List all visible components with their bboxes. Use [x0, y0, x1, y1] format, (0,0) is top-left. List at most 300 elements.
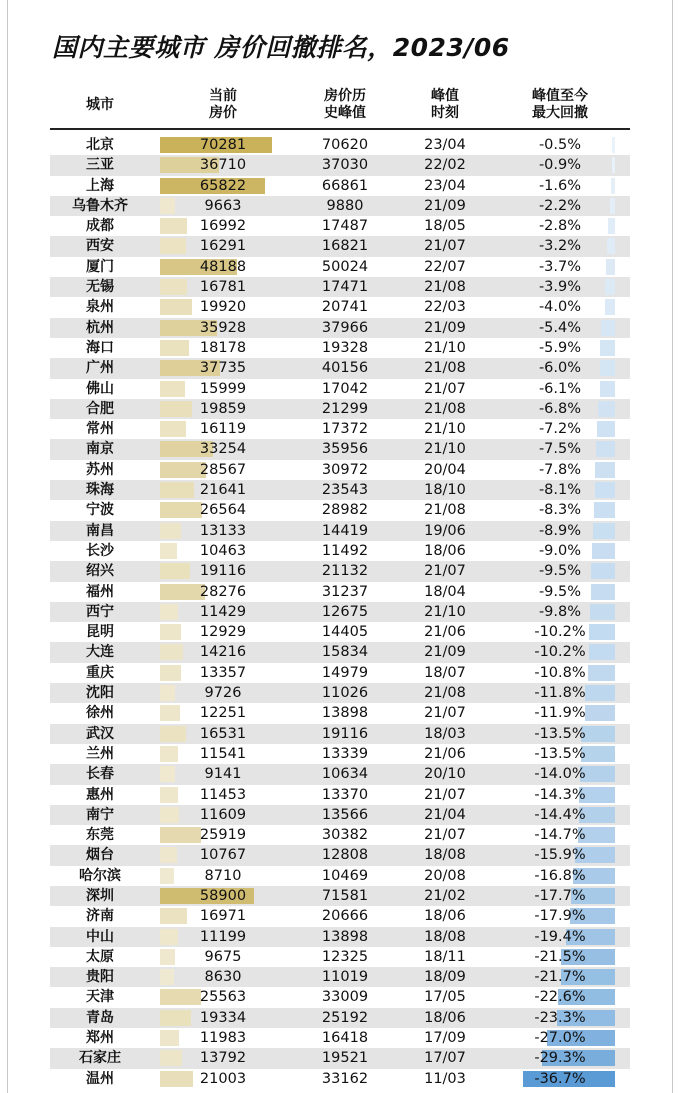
historical-peak: 13898: [321, 705, 369, 722]
peak-time: 18/08: [424, 928, 466, 945]
table-row: [50, 318, 630, 338]
max-drawdown-cell: [505, 724, 615, 744]
table-row: [50, 683, 630, 703]
table-row: [50, 196, 630, 216]
current-price-cell: [160, 1008, 286, 1028]
current-price-cell: [160, 947, 286, 967]
city-name: 苏州: [86, 461, 114, 478]
max-drawdown: -19.4%: [534, 928, 586, 945]
max-drawdown: -5.9%: [538, 339, 582, 356]
current-price-cell: [160, 683, 286, 703]
current-price: 9141: [204, 766, 242, 783]
current-price: 33254: [199, 441, 247, 458]
current-price-cell: [160, 906, 286, 926]
max-drawdown-cell: [505, 947, 615, 967]
current-price-cell: [160, 135, 286, 155]
historical-peak: 33009: [321, 989, 369, 1006]
city-name: 杭州: [86, 319, 114, 336]
current-price-cell: [160, 277, 286, 297]
city-name: 石家庄: [79, 1050, 121, 1067]
max-drawdown-cell: [505, 683, 615, 703]
peak-time: 21/04: [424, 806, 466, 823]
max-drawdown: -14.0%: [534, 766, 586, 783]
historical-peak: 12325: [321, 948, 369, 965]
table-row: [50, 257, 630, 277]
current-price-cell: [160, 785, 286, 805]
city-name: 宁波: [86, 502, 114, 519]
max-drawdown-cell: [505, 764, 615, 784]
max-drawdown: -6.8%: [538, 400, 582, 417]
historical-peak: 14405: [321, 624, 369, 641]
max-drawdown-cell: [505, 1048, 615, 1068]
max-drawdown: -17.7%: [534, 887, 586, 904]
table-row: [50, 338, 630, 358]
current-price: 9675: [204, 948, 242, 965]
table-row: [50, 500, 630, 520]
header-peak-time: 峰值 时刻: [431, 88, 459, 121]
max-drawdown-cell: [505, 967, 615, 987]
historical-peak: 13370: [321, 786, 369, 803]
current-price-cell: [160, 257, 286, 277]
peak-time: 22/07: [424, 258, 466, 275]
peak-time: 17/09: [424, 1030, 466, 1047]
city-name: 泉州: [86, 299, 114, 316]
table-row: [50, 216, 630, 236]
historical-peak: 19521: [321, 1050, 369, 1067]
max-drawdown: -6.0%: [538, 360, 582, 377]
peak-time: 17/05: [424, 989, 466, 1006]
historical-peak: 40156: [321, 360, 369, 377]
peak-time: 18/06: [424, 908, 466, 925]
max-drawdown-cell: [505, 1008, 615, 1028]
max-drawdown: -9.0%: [538, 542, 582, 559]
max-drawdown-cell: [505, 582, 615, 602]
max-drawdown: -16.8%: [534, 867, 586, 884]
current-price: 25919: [199, 827, 247, 844]
max-drawdown-cell: [505, 379, 615, 399]
city-name: 沈阳: [86, 685, 114, 702]
page-border-right: [672, 0, 673, 1093]
peak-time: 21/10: [424, 421, 466, 438]
table-row: [50, 135, 630, 155]
current-price-cell: [160, 561, 286, 581]
max-drawdown-cell: [505, 521, 615, 541]
max-drawdown: -8.1%: [538, 482, 582, 499]
current-price-cell: [160, 1028, 286, 1048]
peak-time: 21/07: [424, 563, 466, 580]
table-row: [50, 602, 630, 622]
current-price: 10767: [199, 847, 247, 864]
historical-peak: 13339: [321, 745, 369, 762]
max-drawdown: -10.2%: [534, 624, 586, 641]
max-drawdown: -7.8%: [538, 461, 582, 478]
max-drawdown: -14.3%: [534, 786, 586, 803]
current-price-cell: [160, 521, 286, 541]
table-header: [50, 84, 630, 126]
current-price: 16119: [199, 421, 247, 438]
table-row: [50, 785, 630, 805]
city-name: 大连: [86, 644, 114, 661]
peak-time: 20/08: [424, 867, 466, 884]
max-drawdown: -36.7%: [534, 1070, 586, 1087]
peak-time: 21/07: [424, 705, 466, 722]
current-price: 48188: [199, 258, 247, 275]
historical-peak: 66861: [321, 177, 369, 194]
historical-peak: 37030: [321, 157, 369, 174]
table-row: [50, 176, 630, 196]
max-drawdown-cell: [505, 460, 615, 480]
city-name: 上海: [86, 177, 114, 194]
max-drawdown: -0.9%: [538, 157, 582, 174]
max-drawdown-cell: [505, 825, 615, 845]
historical-peak: 23543: [321, 482, 369, 499]
table-row: [50, 764, 630, 784]
current-price-cell: [160, 866, 286, 886]
peak-time: 21/09: [424, 319, 466, 336]
current-price-cell: [160, 642, 286, 662]
max-drawdown: -4.0%: [538, 299, 582, 316]
table-row: [50, 460, 630, 480]
max-drawdown-cell: [505, 642, 615, 662]
max-drawdown-cell: [505, 561, 615, 581]
max-drawdown: -22.6%: [534, 989, 586, 1006]
max-drawdown: -3.9%: [538, 279, 582, 296]
peak-time: 22/03: [424, 299, 466, 316]
city-name: 厦门: [86, 258, 114, 275]
city-name: 长春: [86, 766, 114, 783]
max-drawdown-cell: [505, 805, 615, 825]
table-row: [50, 358, 630, 378]
peak-time: 21/08: [424, 400, 466, 417]
city-name: 武汉: [86, 725, 114, 742]
city-name: 东莞: [86, 827, 114, 844]
current-price: 9663: [204, 197, 242, 214]
max-drawdown: -7.5%: [538, 441, 582, 458]
max-drawdown-cell: [505, 785, 615, 805]
table-row: [50, 967, 630, 987]
peak-time: 22/02: [424, 157, 466, 174]
city-name: 佛山: [86, 380, 114, 397]
header-max-drawdown: 峰值至今 最大回撤: [532, 88, 588, 121]
max-drawdown-cell: [505, 663, 615, 683]
peak-time: 23/04: [424, 137, 466, 153]
current-price-cell: [160, 724, 286, 744]
current-price: 70281: [199, 137, 247, 153]
current-price-cell: [160, 318, 286, 338]
table-row: [50, 642, 630, 662]
table-row: [50, 622, 630, 642]
current-price-cell: [160, 825, 286, 845]
current-price-cell: [160, 155, 286, 175]
max-drawdown: -17.9%: [534, 908, 586, 925]
max-drawdown-cell: [505, 439, 615, 459]
peak-time: 21/08: [424, 279, 466, 296]
current-price: 36710: [199, 157, 247, 174]
current-price: 37735: [199, 360, 247, 377]
current-price: 13792: [199, 1050, 247, 1067]
city-name: 哈尔滨: [79, 867, 121, 884]
current-price: 15999: [199, 380, 247, 397]
table-row: [50, 399, 630, 419]
historical-peak: 21299: [321, 400, 369, 417]
city-name: 天津: [86, 989, 114, 1006]
peak-time: 21/06: [424, 624, 466, 641]
current-price-cell: [160, 602, 286, 622]
table-row: [50, 419, 630, 439]
historical-peak: 17372: [321, 421, 369, 438]
historical-peak: 71581: [321, 887, 369, 904]
max-drawdown-cell: [505, 541, 615, 561]
historical-peak: 30972: [321, 461, 369, 478]
max-drawdown: -2.2%: [538, 197, 582, 214]
historical-peak: 20741: [321, 299, 369, 316]
current-price: 8710: [204, 867, 242, 884]
city-name: 兰州: [86, 745, 114, 762]
max-drawdown: -10.8%: [534, 664, 586, 681]
city-name: 中山: [86, 928, 114, 945]
current-price: 11541: [199, 745, 247, 762]
city-name: 绍兴: [86, 563, 114, 580]
current-price: 14216: [199, 644, 247, 661]
peak-time: 18/05: [424, 218, 466, 235]
current-price: 8630: [204, 969, 242, 986]
current-price-cell: [160, 500, 286, 520]
city-name: 合肥: [86, 400, 114, 417]
table-row: [50, 297, 630, 317]
historical-peak: 15834: [321, 644, 369, 661]
current-price-cell: [160, 927, 286, 947]
city-name: 西安: [86, 238, 114, 255]
historical-peak: 17487: [321, 218, 369, 235]
max-drawdown-cell: [505, 987, 615, 1007]
table-row: [50, 521, 630, 541]
current-price: 18178: [199, 339, 247, 356]
peak-time: 21/07: [424, 380, 466, 397]
current-price: 65822: [199, 177, 247, 194]
historical-peak: 25192: [321, 1009, 369, 1026]
current-price: 16992: [199, 218, 247, 235]
table-row: [50, 906, 630, 926]
max-drawdown: -9.5%: [538, 583, 582, 600]
current-price: 13357: [199, 664, 247, 681]
table-row: [50, 663, 630, 683]
peak-time: 21/07: [424, 786, 466, 803]
max-drawdown-cell: [505, 703, 615, 723]
current-price-cell: [160, 987, 286, 1007]
historical-peak: 11019: [321, 969, 369, 986]
max-drawdown-cell: [505, 500, 615, 520]
peak-time: 21/08: [424, 685, 466, 702]
city-name: 重庆: [86, 664, 114, 681]
city-name: 西宁: [86, 603, 114, 620]
current-price: 21641: [199, 482, 247, 499]
current-price: 11983: [199, 1030, 247, 1047]
historical-peak: 17471: [321, 279, 369, 296]
current-price: 12251: [199, 705, 247, 722]
historical-peak: 70620: [321, 137, 369, 153]
historical-peak: 16821: [321, 238, 369, 255]
table-row: [50, 1008, 630, 1028]
city-name: 深圳: [86, 887, 114, 904]
max-drawdown: -0.5%: [538, 137, 582, 153]
page-title: 国内主要城市 房价回撤排名，2023/06: [52, 33, 510, 62]
current-price-cell: [160, 358, 286, 378]
city-name: 济南: [86, 908, 114, 925]
peak-time: 18/11: [424, 948, 466, 965]
historical-peak: 50024: [321, 258, 369, 275]
max-drawdown: -5.4%: [538, 319, 582, 336]
header-historical-peak: 房价历 史峰值: [324, 88, 366, 121]
current-price: 9726: [204, 685, 242, 702]
max-drawdown: -13.5%: [534, 745, 586, 762]
historical-peak: 14979: [321, 664, 369, 681]
peak-time: 21/02: [424, 887, 466, 904]
current-price-cell: [160, 582, 286, 602]
peak-time: 19/06: [424, 522, 466, 539]
current-price-cell: [160, 176, 286, 196]
current-price: 19116: [199, 563, 247, 580]
current-price: 19859: [199, 400, 247, 417]
current-price: 11609: [199, 806, 247, 823]
max-drawdown: -15.9%: [534, 847, 586, 864]
peak-time: 18/07: [424, 664, 466, 681]
current-price: 58900: [199, 887, 247, 904]
table-row: [50, 845, 630, 865]
current-price-cell: [160, 744, 286, 764]
table-row: [50, 744, 630, 764]
max-drawdown-cell: [505, 236, 615, 256]
historical-peak: 14419: [321, 522, 369, 539]
current-price-cell: [160, 764, 286, 784]
historical-peak: 10634: [321, 766, 369, 783]
city-name: 青岛: [86, 1009, 114, 1026]
max-drawdown: -21.5%: [534, 948, 586, 965]
current-price: 19920: [199, 299, 247, 316]
peak-time: 18/08: [424, 847, 466, 864]
table-row: [50, 561, 630, 581]
peak-time: 11/03: [424, 1070, 466, 1087]
max-drawdown: -1.6%: [538, 177, 582, 194]
table-row: [50, 724, 630, 744]
peak-time: 21/10: [424, 603, 466, 620]
historical-peak: 33162: [321, 1070, 369, 1087]
historical-peak: 31237: [321, 583, 369, 600]
historical-peak: 30382: [321, 827, 369, 844]
table-row: [50, 947, 630, 967]
city-name: 长沙: [86, 542, 114, 559]
current-price-cell: [160, 297, 286, 317]
max-drawdown: -11.8%: [534, 685, 586, 702]
current-price: 12929: [199, 624, 247, 641]
current-price-cell: [160, 379, 286, 399]
city-name: 福州: [86, 583, 114, 600]
max-drawdown-cell: [505, 1028, 615, 1048]
current-price-cell: [160, 460, 286, 480]
peak-time: 21/07: [424, 238, 466, 255]
city-name: 北京: [86, 137, 114, 153]
max-drawdown: -27.0%: [534, 1030, 586, 1047]
historical-peak: 35956: [321, 441, 369, 458]
historical-peak: 16418: [321, 1030, 369, 1047]
current-price-cell: [160, 1048, 286, 1068]
city-name: 常州: [86, 421, 114, 438]
max-drawdown-cell: [505, 622, 615, 642]
max-drawdown-cell: [505, 399, 615, 419]
city-name: 太原: [86, 948, 114, 965]
peak-time: 21/08: [424, 502, 466, 519]
peak-time: 18/04: [424, 583, 466, 600]
city-name: 南昌: [86, 522, 114, 539]
max-drawdown: -23.3%: [534, 1009, 586, 1026]
max-drawdown: -11.9%: [534, 705, 586, 722]
max-drawdown: -2.8%: [538, 218, 582, 235]
historical-peak: 9880: [326, 197, 364, 214]
current-price-cell: [160, 196, 286, 216]
current-price-cell: [160, 541, 286, 561]
peak-time: 21/07: [424, 827, 466, 844]
max-drawdown: -9.8%: [538, 603, 582, 620]
max-drawdown-cell: [505, 1069, 615, 1089]
historical-peak: 19328: [321, 339, 369, 356]
peak-time: 18/03: [424, 725, 466, 742]
max-drawdown: -9.5%: [538, 563, 582, 580]
table-row: [50, 582, 630, 602]
max-drawdown-cell: [505, 135, 615, 155]
current-price-cell: [160, 216, 286, 236]
city-name: 海口: [86, 339, 114, 356]
current-price: 11453: [199, 786, 247, 803]
peak-time: 23/04: [424, 177, 466, 194]
historical-peak: 12808: [321, 847, 369, 864]
current-price: 10463: [199, 542, 247, 559]
table-row: [50, 541, 630, 561]
city-name: 烟台: [86, 847, 114, 864]
peak-time: 20/10: [424, 766, 466, 783]
city-name: 广州: [86, 360, 114, 377]
current-price: 16971: [199, 908, 247, 925]
max-drawdown: -7.2%: [538, 421, 582, 438]
table-row: [50, 987, 630, 1007]
max-drawdown-cell: [505, 318, 615, 338]
current-price-cell: [160, 845, 286, 865]
max-drawdown-cell: [505, 297, 615, 317]
city-name: 郑州: [86, 1030, 114, 1047]
max-drawdown: -29.3%: [534, 1050, 586, 1067]
peak-time: 21/09: [424, 197, 466, 214]
table-row: [50, 703, 630, 723]
max-drawdown: -21.7%: [534, 969, 586, 986]
page-border-left: [7, 0, 8, 1093]
historical-peak: 19116: [321, 725, 369, 742]
peak-time: 21/08: [424, 360, 466, 377]
max-drawdown-cell: [505, 602, 615, 622]
data-table: [50, 135, 630, 1089]
table-row: [50, 379, 630, 399]
current-price-cell: [160, 236, 286, 256]
current-price-cell: [160, 663, 286, 683]
current-price-cell: [160, 886, 286, 906]
current-price: 19334: [199, 1009, 247, 1026]
table-row: [50, 866, 630, 886]
historical-peak: 21132: [321, 563, 369, 580]
current-price: 13133: [199, 522, 247, 539]
current-price: 16531: [199, 725, 247, 742]
max-drawdown: -10.2%: [534, 644, 586, 661]
city-name: 南宁: [86, 806, 114, 823]
max-drawdown-cell: [505, 176, 615, 196]
current-price: 35928: [199, 319, 247, 336]
historical-peak: 17042: [321, 380, 369, 397]
